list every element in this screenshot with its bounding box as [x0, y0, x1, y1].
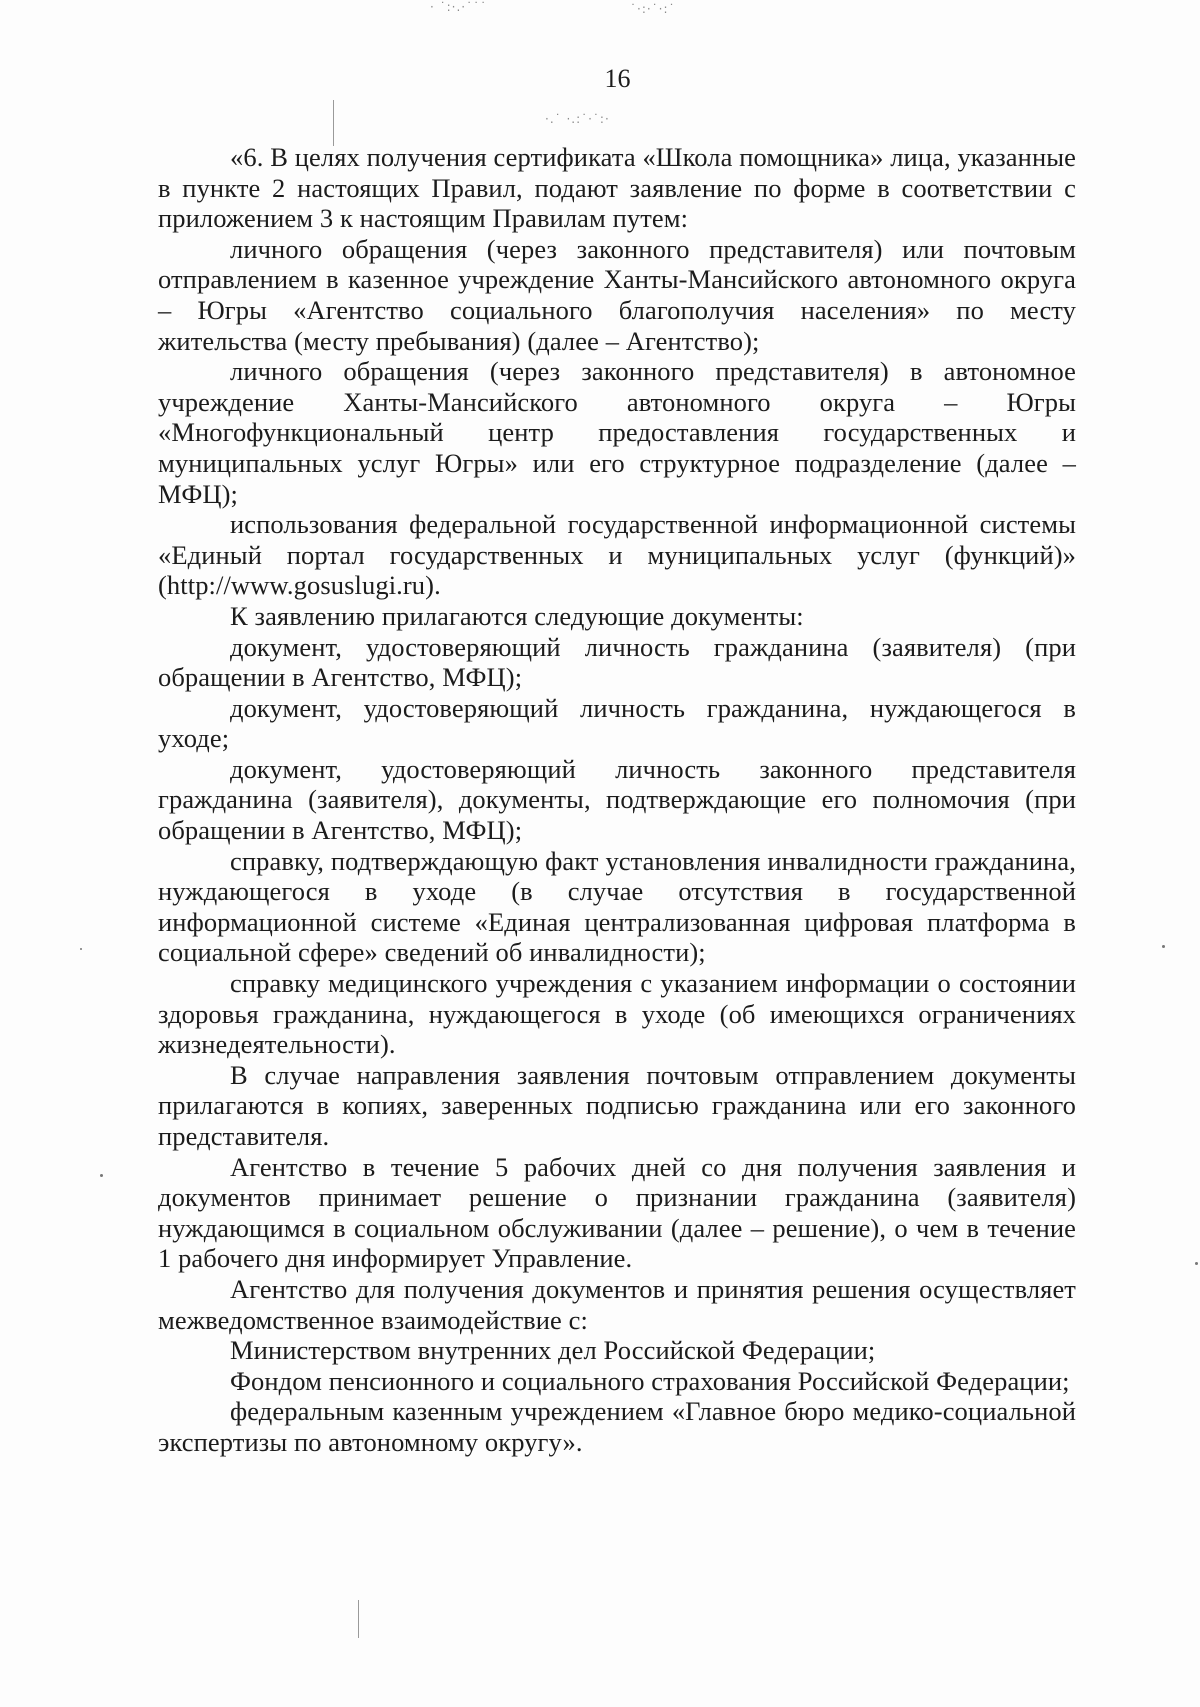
paragraph: Фондом пенсионного и социального страхования Российской Федерации; — [230, 1365, 1070, 1396]
scan-speck — [100, 1174, 103, 1177]
paragraph: документ, удостоверяющий личность законного представителя гражданина (заявителя), документы, подтверждающие его полномочия (при обращении в Агентство, МФЦ); — [158, 753, 1076, 846]
page-number: 16 — [604, 64, 631, 93]
paragraph: документ, удостоверяющий личность гражданина, нуждающегося в уходе; — [158, 692, 1076, 754]
document-body — [158, 142, 1076, 1458]
paragraph: Агентство для получения документов и принятия решения осуществляет межведомственное взаимодействие с: — [158, 1273, 1076, 1335]
paragraph: Министерством внутренних дел Российской Федерации; — [230, 1335, 876, 1366]
scan-noise-top-left: · ˙:·.·˙˙˙ — [430, 0, 488, 14]
scan-speck — [80, 948, 82, 950]
paragraph: «6. В целях получения сертификата «Школа помощника» лица, указанные в пункте 2 настоящих Правил, подают заявление по форме в соответствии с приложением 3 к настоящим Правилам путем: — [158, 142, 1076, 234]
paragraph: федеральным казенным учреждением «Главное бюро медико-социальной экспертизы по автономному округу». — [158, 1396, 1076, 1457]
paragraph: В случае направления заявления почтовым отправлением документы прилагаются в копиях, заверенных подписью гражданина или его законного представителя. — [158, 1059, 1076, 1151]
scan-line-bottom — [358, 1600, 359, 1638]
scan-noise-under-number: ·.˙ ·.:˙·˙:· — [545, 112, 610, 126]
paragraph: личного обращения (через законного представителя) в автономное учреждение Ханты-Мансийского автономного округа – Югры «Многофункциональный центр предоставления государственных и муниципальных услуг Югры» или его структурное подразделение (далее – МФЦ); — [158, 356, 1076, 509]
scan-line-left — [333, 100, 334, 146]
scan-speck — [1195, 1262, 1198, 1265]
paragraph: Агентство в течение 5 рабочих дней со дня получения заявления и документов принимает решение о признании гражданина (заявителя) нуждающимся в социальном обслуживании (далее – решение), о чем в течение 1 рабочего дня информирует Управление. — [158, 1151, 1076, 1274]
paragraph: справку, подтверждающую факт установления инвалидности гражданина, нуждающегося в уходе (в случае отсутствия в государственной информационной системе «Единая централизованная цифровая платформа в социальной сфере» сведений об инвалидности); — [158, 845, 1076, 968]
paragraph: личного обращения (через законного представителя) или почтовым отправлением в казенное учреждение Ханты-Мансийского автономного округа – Югры «Агентство социального благополучия населения» по месту жительства (месту пребывания) (далее – Агентство); — [158, 233, 1076, 356]
scan-noise-top-right: ˙·:·˙·:˙ — [630, 2, 676, 16]
scan-speck — [1162, 945, 1165, 948]
paragraph: справку медицинского учреждения с указанием информации о состоянии здоровья гражданина, нуждающегося в уходе (об имеющихся ограничениях жизнедеятельности). — [158, 968, 1076, 1060]
paragraph: К заявлению прилагаются следующие документы: — [230, 600, 804, 631]
paragraph: документ, удостоверяющий личность гражданина (заявителя) (при обращении в Агентство, МФЦ); — [158, 631, 1076, 693]
paragraph: использования федеральной государственной информационной системы «Единый портал государственных и муниципальных услуг (функций)» (http://www.gosuslugi.ru). — [158, 509, 1076, 601]
